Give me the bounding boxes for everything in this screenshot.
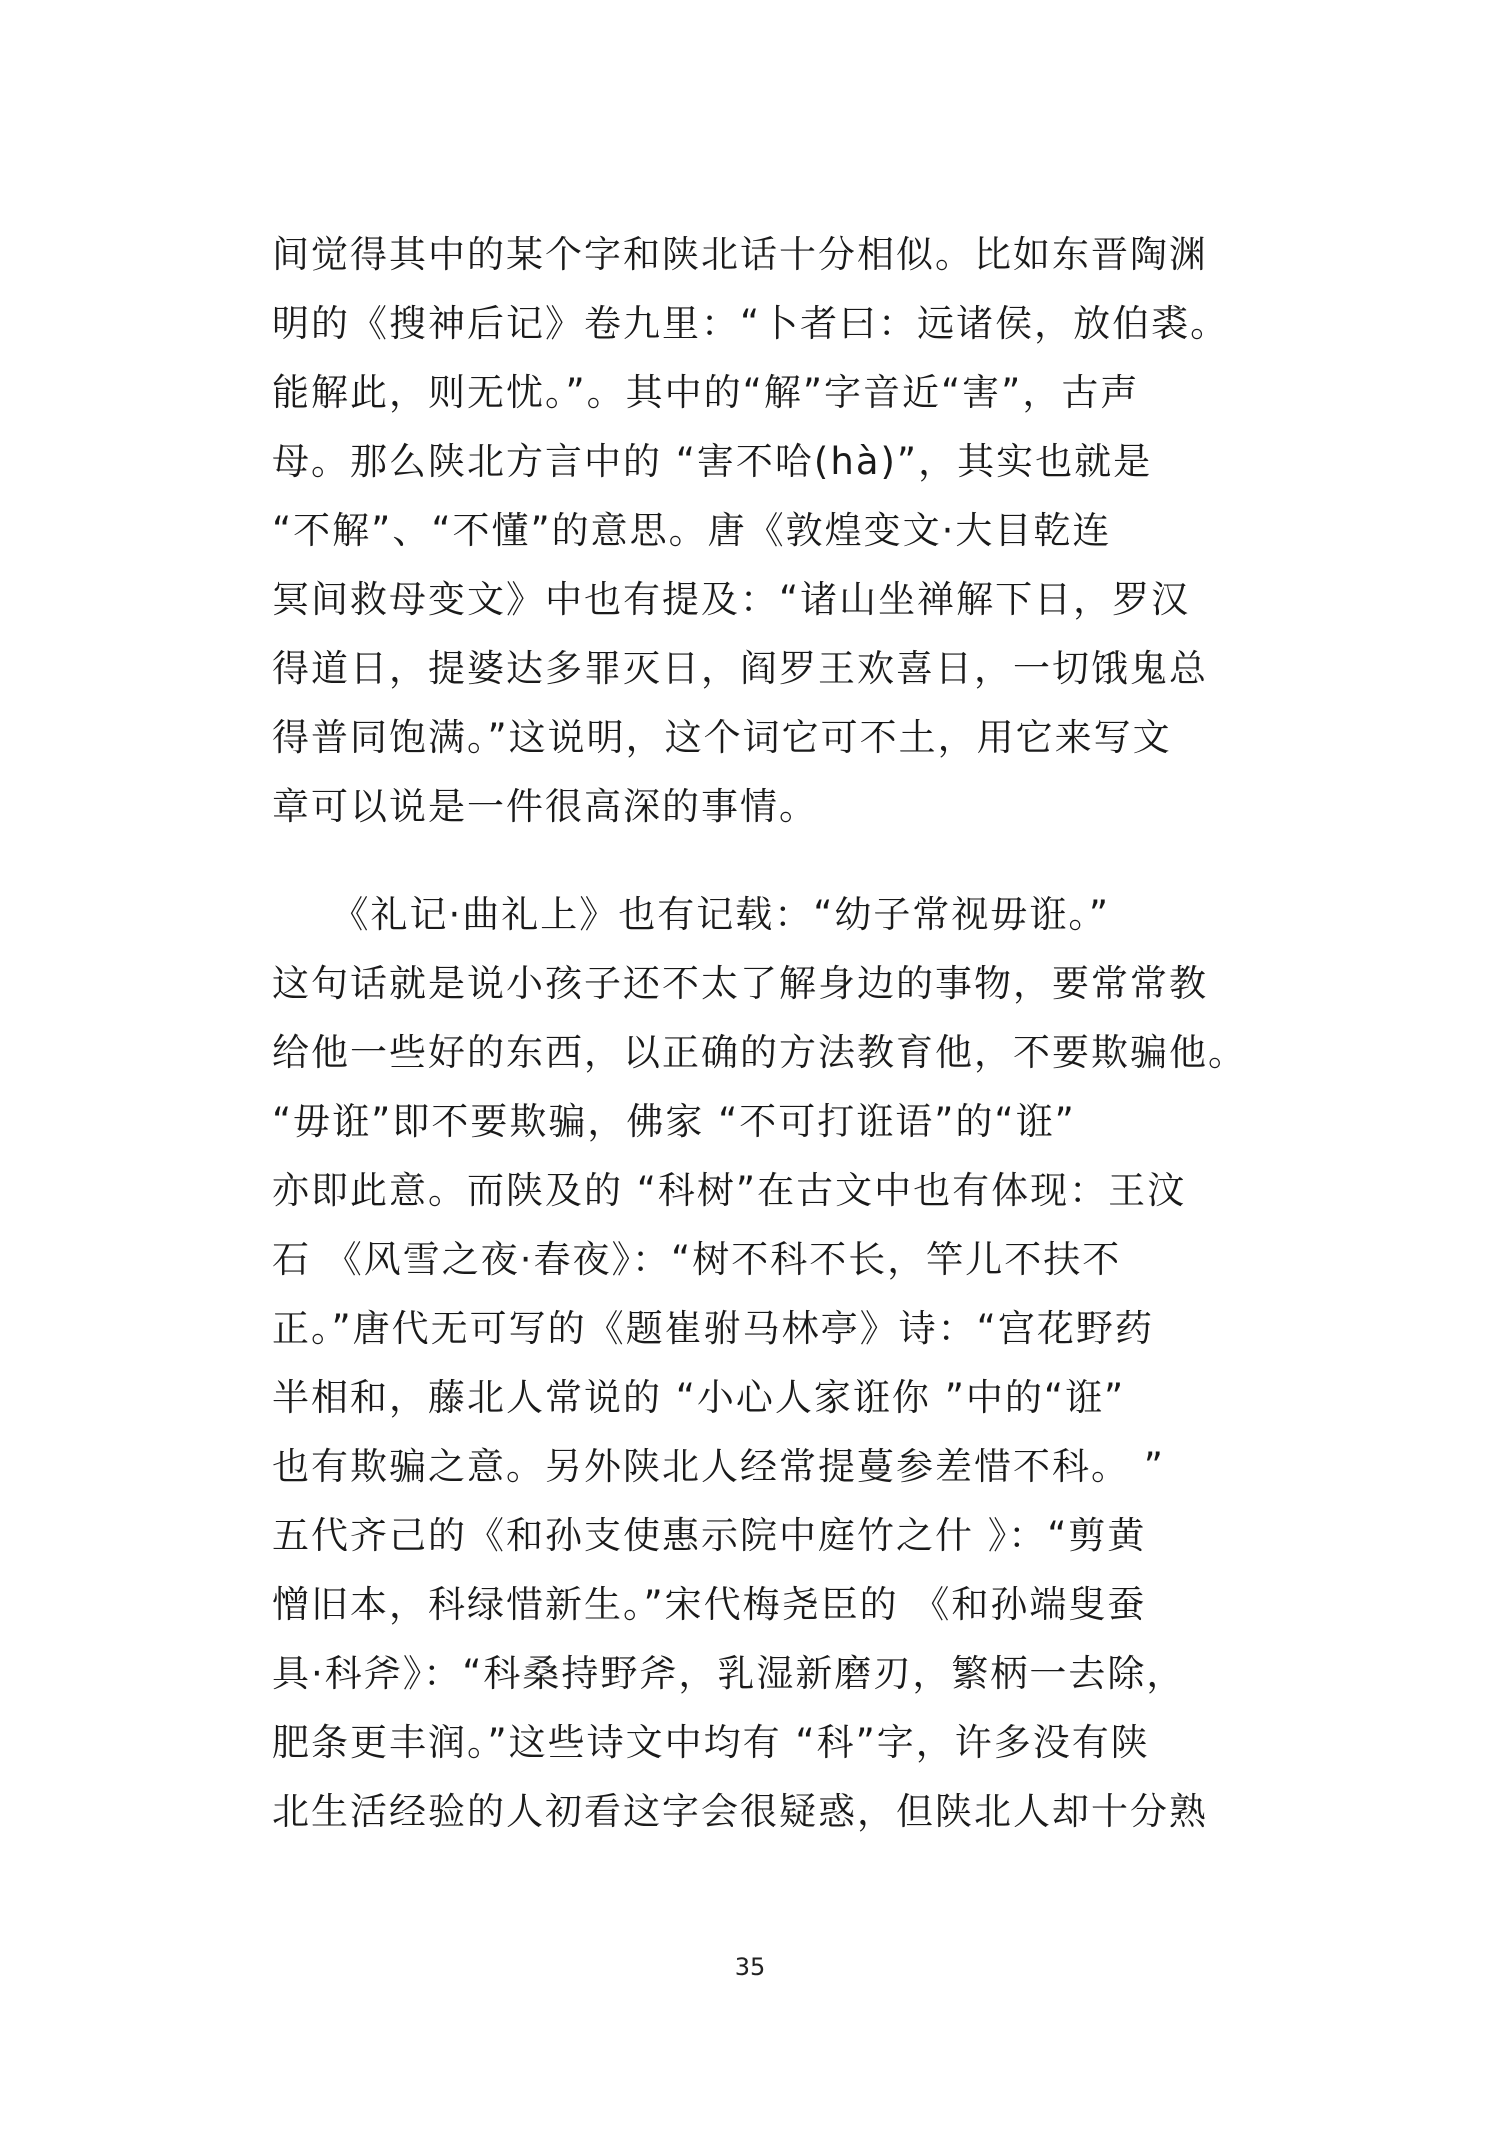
text-line: 五代齐己的《和孙支使惠示院中庭竹之什 》：“剪黄 <box>272 1514 1147 1557</box>
text-line: 得道日，提婆达多罪灭日，阎罗王欢喜日，一切饿鬼总 <box>272 647 1208 690</box>
text-line: 章可以说是一件很高深的事情。 <box>272 785 818 828</box>
text-line: 北生活经验的人初看这字会很疑惑，但陕北人却十分熟 <box>272 1790 1208 1833</box>
text-line: 母。那么陕北方言中的 “害不哈(hà)”，其实也就是 <box>272 440 1153 483</box>
text-line: 明的《搜神后记》卷九里：“卜者曰：远诸侯，放伯裘。 <box>272 302 1230 345</box>
text-line: “不解”、“不懂”的意思。唐《敦煌变文·大目乾连 <box>272 509 1112 552</box>
text-line: 间觉得其中的某个字和陕北话十分相似。比如东晋陶渊 <box>272 233 1208 276</box>
paragraph-2 <box>272 880 1252 1846</box>
text-line: 给他一些好的东西，以正确的方法教育他，不要欺骗他。 <box>272 1031 1247 1074</box>
text-line: 正。”唐代无可写的《题崔驸马林亭》诗：“宫花野药 <box>272 1307 1154 1350</box>
text-line: 能解此，则无忧。”。其中的“解”字音近“害”，古声 <box>272 371 1140 414</box>
text-line: 冥间救母变文》中也有提及：“诸山坐禅解下日，罗汉 <box>272 578 1191 621</box>
text-line: 半相和，藤北人常说的 “小心人家诳你 ”中的“诳” <box>272 1376 1126 1419</box>
page-number: 35 <box>734 1953 766 1981</box>
text-line: 憎旧本，科绿惜新生。”宋代梅尧臣的 《和孙端叟蚕 <box>272 1583 1147 1626</box>
text-line: “毋诳”即不要欺骗，佛家 “不可打诳语”的“诳” <box>272 1100 1076 1143</box>
text-line: 得普同饱满。”这说明，这个词它可不土，用它来写文 <box>272 716 1172 759</box>
text-line: 这句话就是说小孩子还不太了解身边的事物，要常常教 <box>272 962 1208 1005</box>
text-line: 《礼记·曲礼上》也有记载：“幼子常视毋诳。” <box>272 893 1111 936</box>
text-line: 具·科斧》：“科桑持野斧，乳湿新磨刃，繁柄一去除， <box>272 1652 1186 1695</box>
text-line: 亦即此意。而陕及的 “科树”在古文中也有体现：王汶 <box>272 1169 1187 1212</box>
paragraph-1 <box>272 220 1252 841</box>
text-line: 肥条更丰润。”这些诗文中均有 “科”字，许多没有陕 <box>272 1721 1150 1764</box>
text-line: 也有欺骗之意。另外陕北人经常提蔓参差惜不科。 ” <box>272 1445 1165 1488</box>
text-line: 石 《风雪之夜·春夜》：“树不科不长，竿儿不扶不 <box>272 1238 1122 1281</box>
